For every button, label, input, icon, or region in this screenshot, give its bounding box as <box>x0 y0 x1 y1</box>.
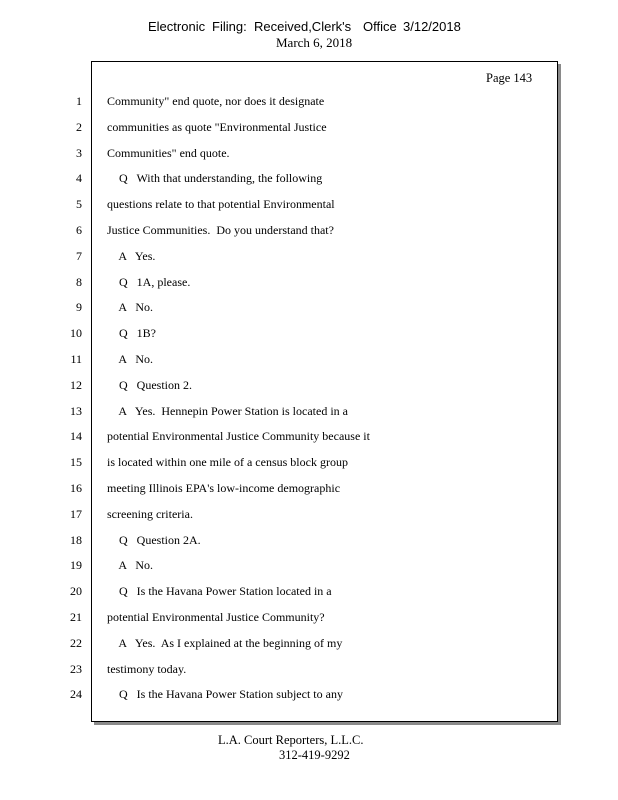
line-number: 20 <box>70 584 82 599</box>
line-text: A Yes. Hennepin Power Station is located in a <box>107 403 348 418</box>
line-text: A No. <box>107 352 154 366</box>
line-text: A No. <box>107 300 154 315</box>
line-text: A No. <box>107 558 154 573</box>
line-number: 6 <box>76 223 82 237</box>
stamp-word: 3/12/2018 <box>403 19 461 34</box>
line-number: 1 <box>76 94 82 108</box>
line-text: Q 1B? <box>107 326 156 341</box>
line-number: 17 <box>70 506 82 521</box>
line-number: 7 <box>76 248 82 263</box>
stamp-word: Filing: <box>212 19 247 34</box>
line-number: 18 <box>70 532 82 547</box>
line-text: communities as quote "Environmental Justice <box>107 119 327 134</box>
line-text: Justice Communities. Do you understand that? <box>107 223 334 237</box>
line-text: Community" end quote, nor does it designate <box>107 94 325 108</box>
line-text: is located within one mile of a census block group <box>107 455 348 470</box>
line-text: A Yes. As I explained at the beginning of my <box>107 635 343 650</box>
line-number: 10 <box>70 326 82 341</box>
line-text: Q 1A, please. <box>107 274 191 289</box>
line-number: 21 <box>70 610 82 624</box>
page-number: Page 143 <box>486 71 533 85</box>
line-text: Q Question 2A. <box>107 532 201 547</box>
line-number: 24 <box>70 687 82 702</box>
line-number: 16 <box>70 481 82 495</box>
line-text: potential Environmental Justice Community? <box>107 610 325 624</box>
line-text: testimony today. <box>107 661 187 676</box>
line-number: 15 <box>70 455 82 470</box>
line-number: 23 <box>70 661 82 676</box>
stamp-date: March 6, 2018 <box>276 35 353 50</box>
line-number: 4 <box>76 171 82 186</box>
line-text: meeting Illinois EPA's low-income demographic <box>107 481 341 495</box>
stamp-word: Received,Clerk's <box>254 19 352 34</box>
line-number: 5 <box>76 197 82 212</box>
stamp-word: Office <box>363 19 397 34</box>
line-text: Communities" end quote. <box>107 145 230 160</box>
line-text: Q Question 2. <box>107 377 192 392</box>
line-number: 9 <box>76 300 82 315</box>
line-text: potential Environmental Justice Community because it <box>107 429 370 444</box>
footer-company: L.A. Court Reporters, L.L.C. <box>218 733 364 747</box>
line-text: A Yes. <box>107 248 156 263</box>
line-number: 19 <box>70 558 82 573</box>
line-number: 3 <box>76 145 82 160</box>
line-text: questions relate to that potential Environmental <box>107 197 335 212</box>
line-text: Q Is the Havana Power Station located in a <box>107 584 332 599</box>
line-number: 8 <box>76 274 82 289</box>
stamp-word: Electronic <box>148 19 206 34</box>
line-text: Q With that understanding, the following <box>107 171 323 186</box>
footer-phone: 312-419-9292 <box>279 748 350 762</box>
line-number: 11 <box>70 352 82 366</box>
line-number: 2 <box>76 119 82 134</box>
line-number: 13 <box>70 403 82 418</box>
line-number: 22 <box>70 635 82 650</box>
line-number: 14 <box>70 429 82 444</box>
line-text: screening criteria. <box>107 506 193 521</box>
line-number: 12 <box>70 377 82 392</box>
line-text: Q Is the Havana Power Station subject to any <box>107 687 343 702</box>
